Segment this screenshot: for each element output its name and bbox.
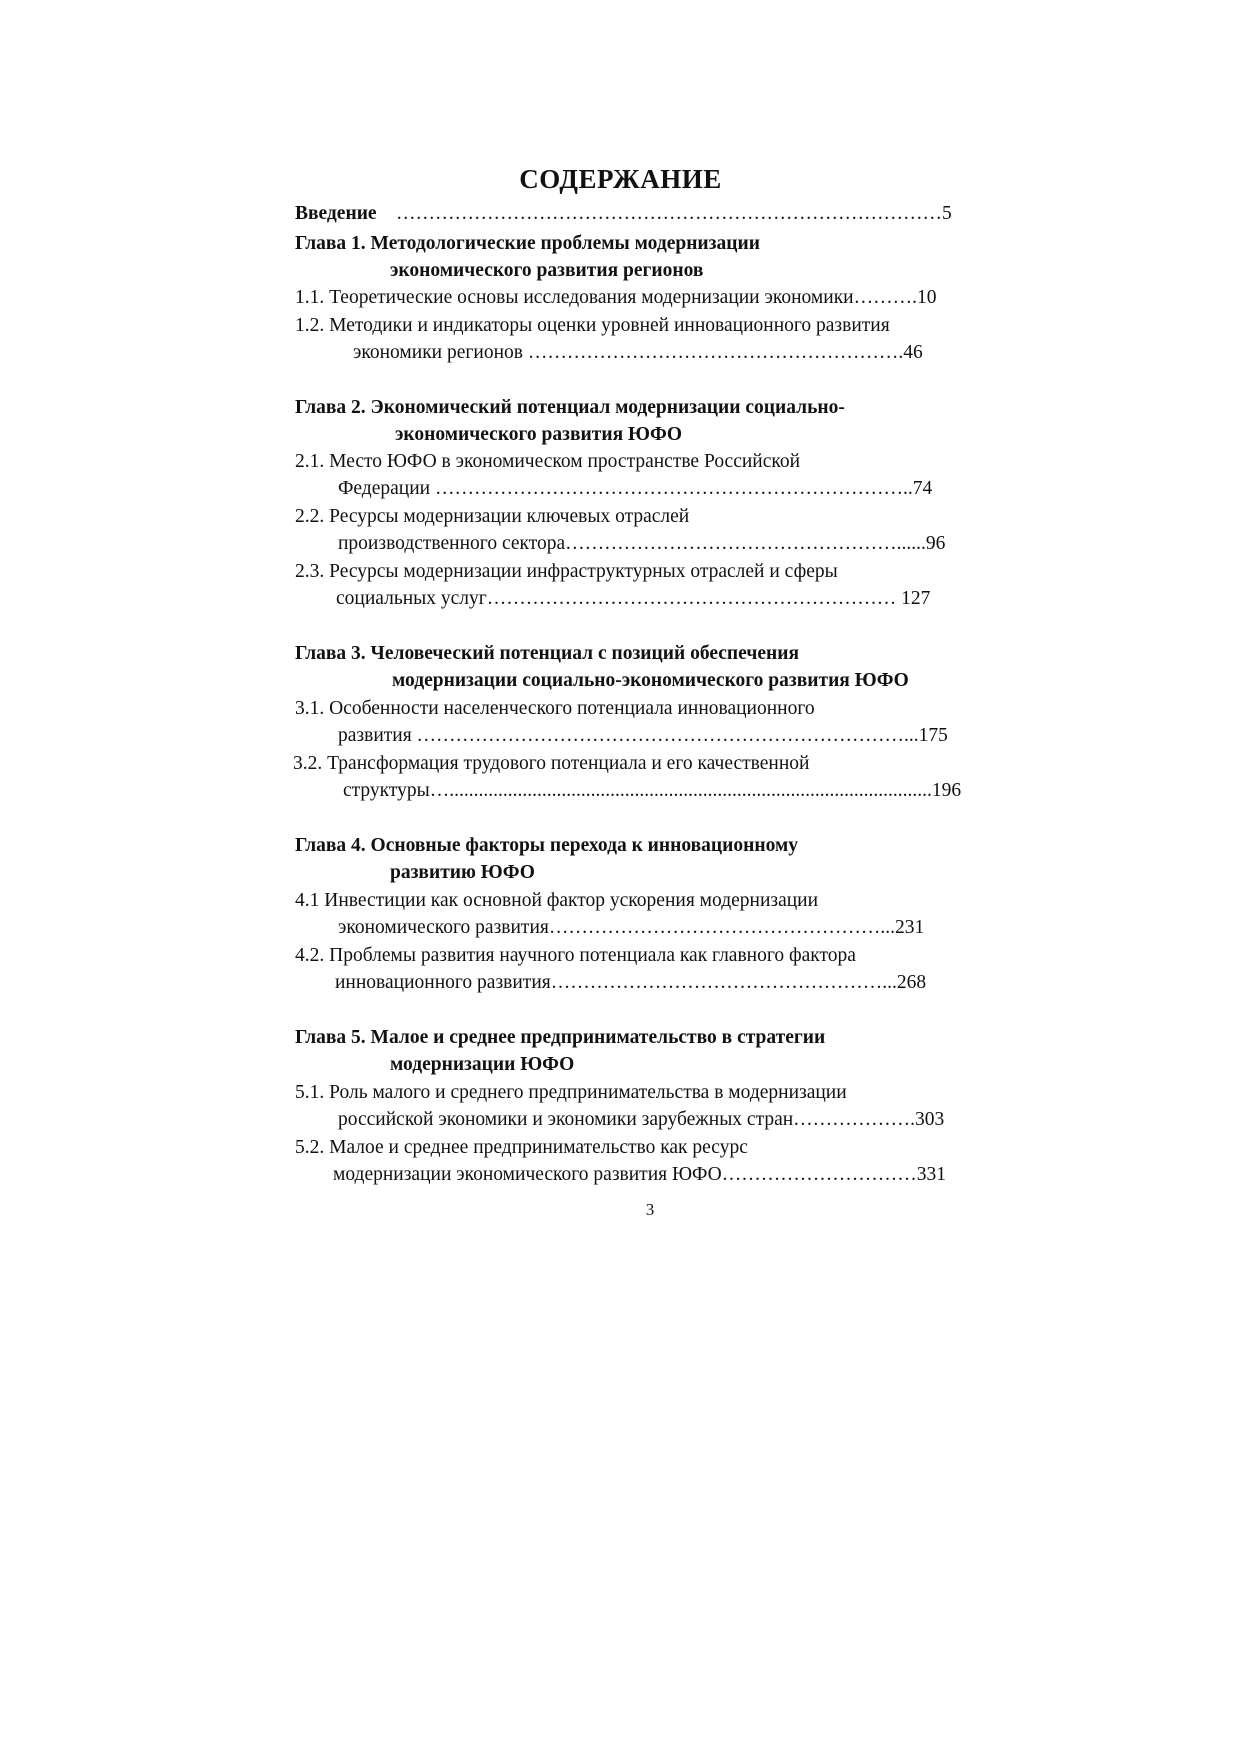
toc-entry-3-2: 3.2. Трансформация трудового потенциала и его качественной bbox=[293, 753, 810, 774]
chapter-4-heading: Глава 4. Основные факторы перехода к инновационному bbox=[295, 835, 799, 856]
page-title: СОДЕРЖАНИЕ bbox=[519, 164, 722, 194]
toc-entry-2-2: 2.2. Ресурсы модернизации ключевых отраслей bbox=[295, 506, 690, 527]
toc-entry-2-3: 2.3. Ресурсы модернизации инфраструктурных отраслей и сферы bbox=[295, 561, 838, 582]
toc-entry-2-1: 2.1. Место ЮФО в экономическом пространстве Российской bbox=[295, 451, 801, 472]
toc-entry-2-2-cont: производственного сектора……………………………………………......96 bbox=[338, 533, 946, 554]
intro-label: Введение bbox=[295, 203, 377, 224]
chapter-3-heading: Глава 3. Человеческий потенциал с позиций обеспечения bbox=[295, 643, 799, 664]
chapter-5-heading: Глава 5. Малое и среднее предпринимательство в стратегии bbox=[295, 1027, 826, 1048]
toc-entry-2-3-cont: социальных услуг……………………………………………………… 127 bbox=[336, 588, 931, 609]
toc-entry-2-1-cont: Федерации ………………………………………………………………..74 bbox=[338, 478, 933, 499]
chapter-5-heading-cont: модернизации ЮФО bbox=[390, 1054, 575, 1075]
toc-entry-3-2-cont: структуры…...................................................................................................196 bbox=[343, 780, 962, 801]
toc-entry-4-2-cont: инновационного развития……………………………………………...268 bbox=[335, 972, 927, 993]
toc-entry-3-1: 3.1. Особенности населенческого потенциала инновационного bbox=[295, 698, 815, 719]
chapter-1-heading: Глава 1. Методологические проблемы модернизации bbox=[295, 233, 760, 254]
chapter-2-heading-cont: экономического развития ЮФО bbox=[395, 424, 683, 445]
chapter-2-heading: Глава 2. Экономический потенциал модернизации социально- bbox=[295, 397, 845, 418]
toc-entry-5-2: 5.2. Малое и среднее предпринимательство как ресурс bbox=[295, 1137, 748, 1158]
intro-leader: …………………………………………………………………………5 bbox=[396, 203, 952, 224]
toc-entry-5-1-cont: российской экономики и экономики зарубежных стран……………….303 bbox=[338, 1109, 945, 1130]
toc-entry-4-2: 4.2. Проблемы развития научного потенциала как главного фактора bbox=[295, 945, 856, 966]
page-number: 3 bbox=[645, 1200, 655, 1219]
toc-entry-3-1-cont: развития …………………………………………………………………...175 bbox=[338, 725, 948, 746]
chapter-4-heading-cont: развитию ЮФО bbox=[390, 862, 535, 883]
toc-entry-1-2: 1.2. Методики и индикаторы оценки уровней инновационного развития bbox=[295, 315, 890, 336]
toc-entry-4-1-cont: экономического развития……………………………………………...231 bbox=[338, 917, 925, 938]
toc-entry-4-1: 4.1 Инвестиции как основной фактор ускорения модернизации bbox=[295, 890, 819, 911]
toc-entry-5-1: 5.1. Роль малого и среднего предпринимательства в модернизации bbox=[295, 1082, 847, 1103]
chapter-3-heading-cont: модернизации социально-экономического развития ЮФО bbox=[392, 670, 909, 691]
toc-entry-1-2-cont: экономики регионов ………………………………………………….46 bbox=[353, 342, 923, 363]
toc-entry-5-2-cont: модернизации экономического развития ЮФО…………………………331 bbox=[333, 1164, 947, 1185]
toc-entry-1-1: 1.1. Теоретические основы исследования модернизации экономики……….10 bbox=[295, 287, 937, 308]
chapter-1-heading-cont: экономического развития регионов bbox=[390, 260, 704, 281]
